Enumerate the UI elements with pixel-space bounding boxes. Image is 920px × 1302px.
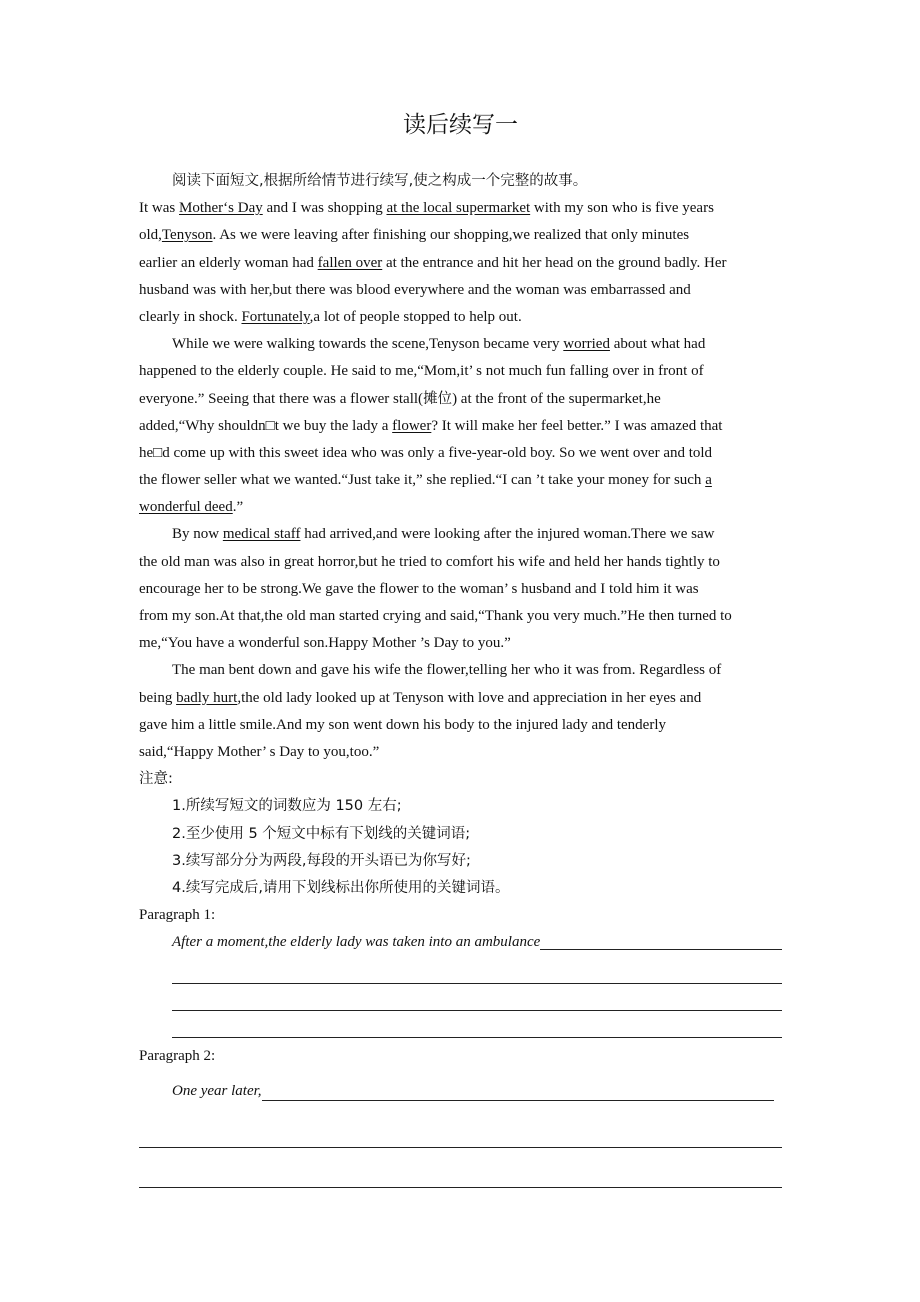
page-title: 读后续写一 [403,112,518,138]
passage-line: wonderful deed.” [139,499,244,516]
passage-line: he□d come up with this sweet idea who was only a five-year-old boy. So we went over and told [139,444,713,461]
passage-line: the old man was also in great horror,but he tried to comfort his wife and held her hands tightly to [139,553,720,570]
keyword: Tenyson [161,227,213,244]
answer-line[interactable] [139,1148,782,1188]
passage-line: husband was with her,but there was blood everywhere and the woman was embarrassed and [139,281,691,298]
passage-line: earlier an elderly woman had fallen over at the entrance and hit her head on the ground badly. Her [139,254,727,271]
paragraph-2-label: Paragraph 2: [139,1048,216,1064]
answer-line[interactable] [139,1107,782,1148]
note-item: 2.至少使用 5 个短文中标有下划线的关键词语; [172,825,471,842]
passage-line: said,“Happy Mother’ s Day to you,too.” [139,743,380,760]
passage-line: old,Tenyson. As we were leaving after finishing our shopping,we realized that only minutes [139,227,690,244]
answer-blank[interactable] [262,1082,774,1101]
worksheet-body [139,168,782,1188]
keyword: fallen over [317,254,383,271]
keyword: at the local supermarket [386,200,531,217]
answer-line[interactable] [172,984,782,1011]
passage-line: The man bent down and gave his wife the flower,telling her who it was from. Regardless of [172,662,722,679]
passage-line: encourage her to be strong.We gave the flower to the woman’ s husband and I told him it was [139,580,699,597]
passage-line: me,“You have a wonderful son.Happy Mother ’s Day to you.” [139,635,511,652]
answer-blank[interactable] [540,931,782,950]
keyword: badly hurt [176,689,238,706]
keyword: flower [392,417,432,434]
answer-line[interactable] [172,1011,782,1038]
paragraph-1-lead: After a moment,the elderly lady was taken into an ambulance [172,934,541,951]
note-item: 1.所续写短文的词数应为 150 左右; [172,798,402,815]
answer-line[interactable] [172,956,782,983]
passage-line: clearly in shock. Fortunately,a lot of people stopped to help out. [139,308,522,325]
keyword: medical staff [222,526,301,543]
keyword: wonderful deed [139,499,233,516]
paragraph-1-label: Paragraph 1: [139,907,216,924]
passage-line: It was Mother‘s Day and I was shopping at the local supermarket with my son who is five years [139,200,714,217]
instruction: 阅读下面短文,根据所给情节进行续写,使之构成一个完整的故事。 [172,173,588,189]
passage-line: everyone.” Seeing that there was a flower stall(摊位) at the front of the supermarket,he [139,390,661,407]
passage-line: gave him a little smile.And my son went down his body to the injured lady and tenderly [139,716,666,733]
passage-line: happened to the elderly couple. He said to me,“Mom,it’ s not much fun falling over in front of [139,363,704,380]
paragraph-2-lead: One year later, [172,1082,262,1099]
paragraph-1-lead-line[interactable] [172,929,782,956]
notes-heading: 注意: [139,771,173,788]
note-item: 4.续写完成后,请用下划线标出你所使用的关键词语。 [172,879,510,896]
note-item: 3.续写部分分为两段,每段的开头语已为你写好; [172,852,471,869]
passage-line: the flower seller what we wanted.“Just take it,” she replied.“I can ’t take your money for such a [139,472,712,489]
keyword: worried [563,336,610,353]
passage-line: from my son.At that,the old man started crying and said,“Thank you very much.”He then turned to [139,608,732,624]
keyword: Mother‘s Day [179,200,263,217]
keyword: Fortunately [241,308,310,325]
paragraph-2-lead-line[interactable] [172,1070,774,1107]
keyword: a [705,472,712,489]
passage-line: By now medical staff had arrived,and were looking after the injured woman.There we saw [172,526,715,543]
passage-line: added,“Why shouldn□t we buy the lady a flower? It will make her feel better.” I was amazed that [139,417,723,434]
passage-line: While we were walking towards the scene,Tenyson became very worried about what had [172,336,706,353]
passage-line: being badly hurt,the old lady looked up at Tenyson with love and appreciation in her eyes and [139,689,702,706]
